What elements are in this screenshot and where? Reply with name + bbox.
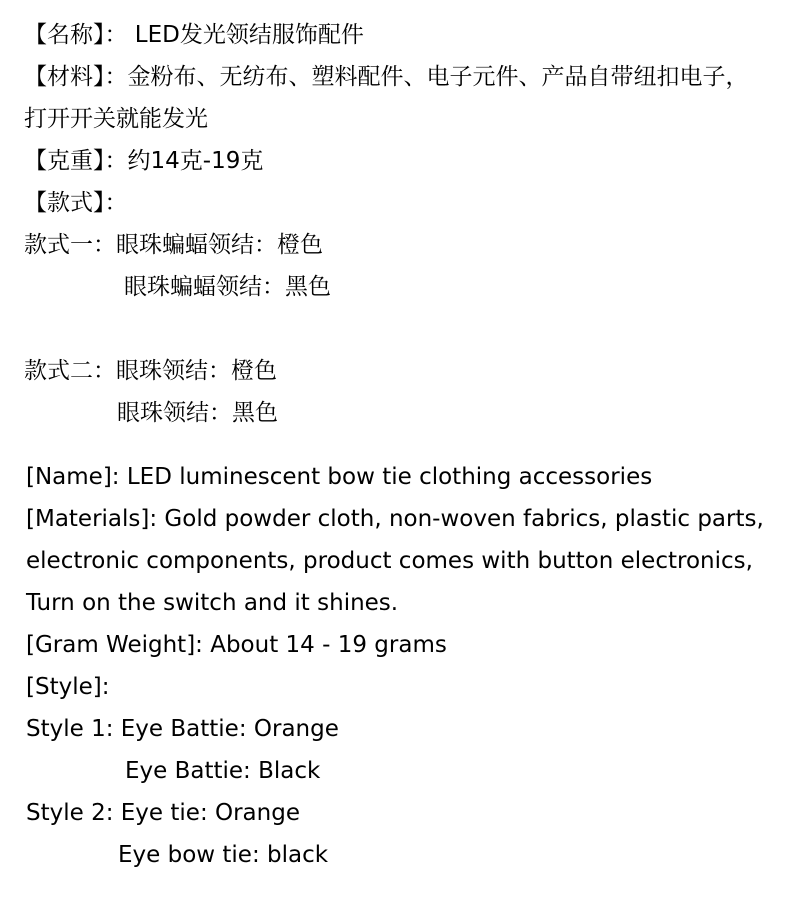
en-materials-line-1: [Materials]: Gold powder cloth, non-woven fabrics, plastic parts, — [26, 506, 764, 532]
cn-style2-line-2: 眼珠领结：黑色 — [117, 400, 278, 426]
en-materials-line-3: Turn on the switch and it shines. — [26, 590, 399, 616]
en-style2-line-1: Style 2: Eye tie: Orange — [26, 800, 300, 826]
cn-materials-line-2: 打开开关就能发光 — [24, 106, 208, 132]
en-style1-line-1: Style 1: Eye Battie: Orange — [26, 716, 339, 742]
en-materials-line-2: electronic components, product comes with button electronics, — [26, 548, 753, 574]
en-name-line: [Name]: LED luminescent bow tie clothing accessories — [26, 464, 653, 490]
en-style-heading: [Style]: — [26, 674, 110, 700]
cn-name-line: 【名称】： LED发光领结服饰配件 — [24, 22, 364, 48]
cn-materials-line-1: 【材料】：金粉布、无纺布、塑料配件、电子元件、产品自带纽扣电子， — [24, 64, 749, 90]
cn-style1-line-2: 眼珠蝙蝠领结：黑色 — [124, 274, 331, 300]
cn-style1-line-1: 款式一：眼珠蝙蝠领结：橙色 — [24, 232, 323, 258]
cn-weight-line: 【克重】：约14克-19克 — [24, 148, 264, 174]
cn-style2-line-1: 款式二：眼珠领结：橙色 — [24, 358, 277, 384]
en-weight-line: [Gram Weight]: About 14 - 19 grams — [26, 632, 447, 658]
en-style2-line-2: Eye bow tie: black — [118, 842, 329, 868]
cn-style-heading: 【款式】： — [24, 190, 128, 216]
en-style1-line-2: Eye Battie: Black — [125, 758, 321, 784]
